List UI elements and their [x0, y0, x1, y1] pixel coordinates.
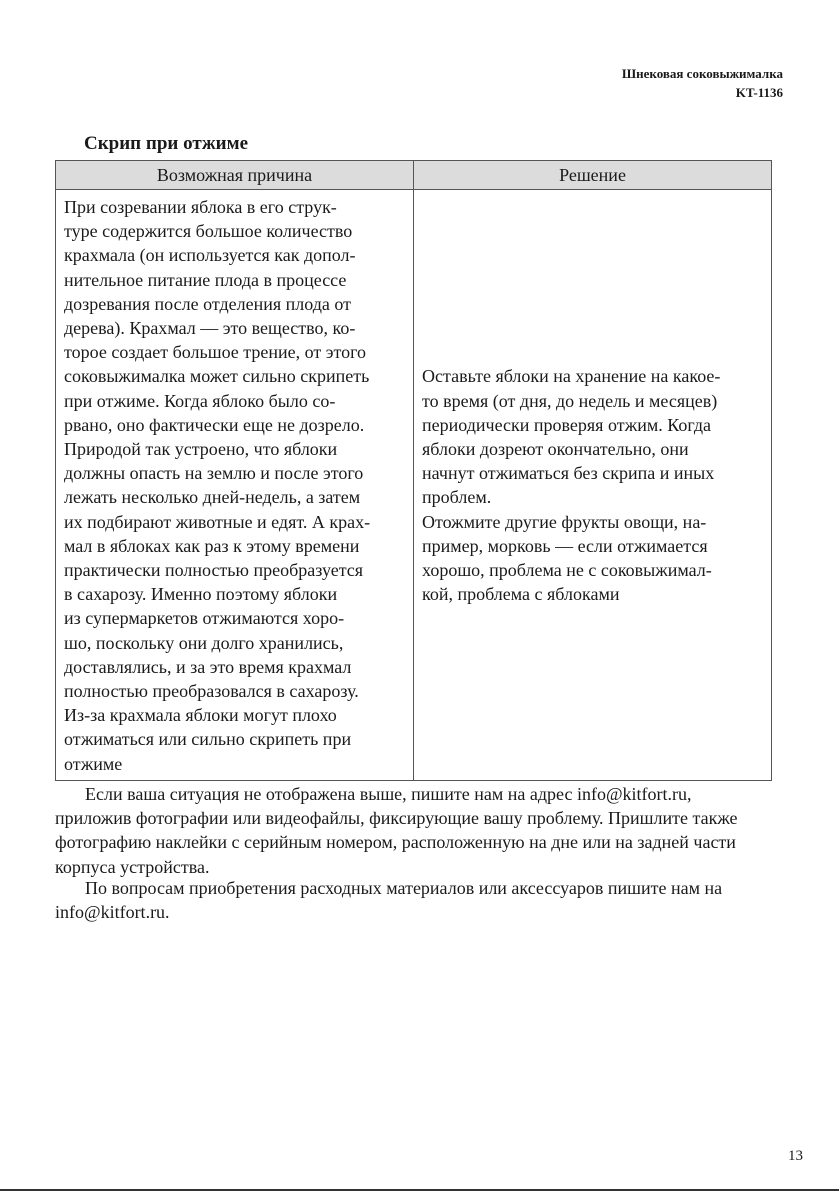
cell-text-line: лежать несколько дней-недель, а затем: [64, 487, 361, 508]
model-number: KT-1136: [735, 85, 783, 100]
cell-text-line: хорошо, проблема не с соковыжимал-: [422, 560, 712, 581]
cell-text-line: должны опасть на землю и после этого: [64, 463, 364, 484]
cell-text-line: дерева). Крахмал — это вещество, ко-: [64, 318, 356, 339]
cell-text-line: дозревания после отделения плода от: [64, 293, 352, 314]
cell-text-line: начнут отжиматься без скрипа и иных: [422, 463, 715, 484]
cell-text-line: Природой так устроено, что яблоки: [64, 439, 338, 460]
section-title: Скрип при отжиме: [84, 133, 249, 154]
table-row: [56, 190, 772, 781]
product-name: Шнековая соковыжималка: [621, 66, 783, 81]
cell-text-line: отжиматься или сильно скрипеть при: [64, 729, 352, 750]
table-header-row: [56, 161, 772, 190]
cell-text-line: мал в яблоках как раз к этому времени: [64, 535, 360, 556]
cell-text-line: практически полностью преобразуется: [64, 560, 364, 581]
cell-text-line: соковыжималка может сильно скрипеть: [64, 366, 370, 387]
page-header: [622, 64, 783, 102]
cell-text-line: торое создает большое трение, от этого: [64, 342, 367, 363]
cell-text-line: то время (от дня, до недель и месяцев): [422, 390, 718, 411]
accessories-paragraph: По вопросам приобретения расходных материалов или аксессуаров пишите нам на info@kitfort.ru.: [55, 878, 723, 923]
cell-text-line: шо, поскольку они долго хранились,: [64, 632, 344, 653]
header-cause: Возможная причина: [56, 161, 414, 190]
cell-text-line: крахмала (он используется как допол-: [64, 245, 356, 266]
cause-cell: [56, 190, 414, 781]
cell-text-line: нительное питание плода в процессе: [64, 269, 347, 290]
cell-text-line: Из-за крахмала яблоки могут плохо: [64, 705, 337, 726]
cell-text-line: периодически проверяя отжим. Когда: [422, 414, 712, 435]
cell-text-line: полностью преобразовался в сахарозу.: [64, 681, 359, 702]
cell-text-line: туре содержится большое количество: [64, 221, 353, 242]
header-solution: Решение: [414, 161, 772, 190]
cell-text-line: доставлялись, и за это время крахмал: [64, 656, 352, 677]
cell-text-line: в сахарозу. Именно поэтому яблоки: [64, 584, 338, 605]
cell-text-line: проблем.: [422, 487, 492, 508]
cell-text-line: кой, проблема с яблоками: [422, 584, 620, 605]
cell-text-line: рвано, оно фактически еще не дозрело.: [64, 414, 365, 435]
troubleshooting-table: [55, 160, 772, 781]
contact-paragraph: Если ваша ситуация не отображена выше, пишите нам на адрес info@kitfort.ru, приложив фотографии или видеофайлы, фиксирующие вашу проблему. Пришлите также фотографию наклейки с серийным номером, расположенную на дне или на задней части корпуса устройства.: [55, 784, 738, 877]
cell-text-line: При созревании яблока в его струк-: [64, 197, 337, 217]
cell-text-line: при отжиме. Когда яблоко было со-: [64, 390, 336, 411]
page-number: 13: [788, 1148, 803, 1164]
cell-text-line: пример, морковь — если отжимается: [422, 535, 708, 556]
bottom-rule: [0, 1189, 839, 1191]
cell-text-line: отжиме: [64, 753, 123, 774]
cell-text-line: Отожмите другие фрукты овощи, на-: [422, 511, 707, 532]
cell-text-line: из супермаркетов отжимаются хоро-: [64, 608, 345, 629]
solution-cell: [414, 190, 772, 781]
cell-text-line: яблоки дозреют окончательно, они: [422, 439, 689, 460]
cell-text-line: их подбирают животные и едят. А крах-: [64, 511, 371, 532]
cell-text-line: Оставьте яблоки на хранение на какое-: [422, 366, 721, 387]
